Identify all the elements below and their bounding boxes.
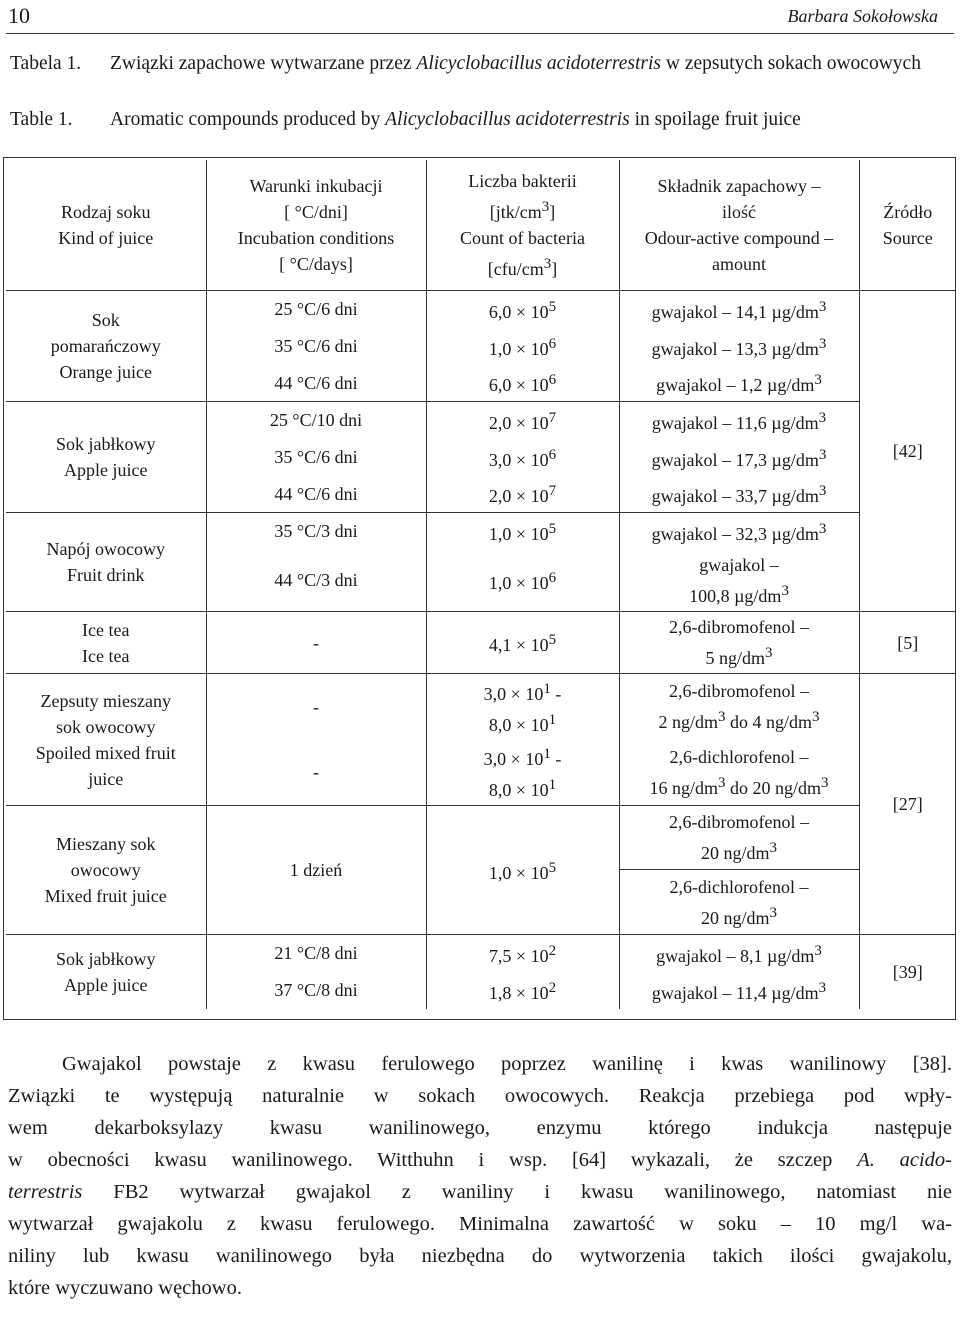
count-cell: $6,0 \times 10^5$ (426, 291, 619, 328)
source-42: [42] (859, 291, 956, 612)
cond-cell: 25 °C/10 dni (206, 402, 426, 439)
count-cell: $2,0 \times 10^7$ (426, 402, 619, 439)
count-cell: $7,5 \times 10^2$ (426, 935, 619, 972)
caption-text-en-a: Aromatic compounds produced by (110, 109, 386, 130)
compound-cell: gwajakol – 32,3 $\mu g/dm^3$ (619, 513, 859, 550)
header-count: Liczba bakterii $[jtk/cm^3]$ Count of bacteria $[cfu/cm^3]$ (426, 160, 619, 291)
cond-cell: 1 dzień (206, 806, 426, 935)
compound-cell: gwajakol – 1,2 $\mu g/dm^3$ (619, 365, 859, 402)
cond-cell: 21 °C/8 dni (206, 935, 426, 972)
count-cell: $3,0 \times 10^1$ - $8,0 \times 10^1$ (426, 674, 619, 740)
table-row (6, 674, 956, 740)
count-cell: $1,0 \times 10^6$ (426, 328, 619, 365)
caption-label-en: Table 1. (10, 109, 73, 130)
page-header (0, 0, 960, 34)
caption-text-en (110, 106, 950, 133)
table-row (6, 291, 956, 328)
para-line: wytwarzał gwajakolu z kwasu ferulowego. Minimalna zawartość w soku – 10 mg/l wa- (8, 1213, 952, 1235)
compound-dichloro: 2,6-dichlorofenol – 20 $ng/dm^3$ (620, 869, 859, 934)
caption-species-en: Alicyclobacillus acidoterrestris (385, 109, 630, 130)
cond-cell: 35 °C/3 dni (206, 513, 426, 550)
caption-text-pl-a: Związki zapachowe wytwarzane przez (110, 53, 417, 74)
compound-cell: 2,6-dichlorofenol – 16 $ng/dm^3$ do 20 $ng/dm^3$ (619, 740, 859, 806)
cond-cell: 35 °C/6 dni (206, 439, 426, 476)
juice-apple-2: Sok jabłkowy Apple juice (55, 948, 156, 995)
compound-cell: gwajakol – 14,1 $\mu g/dm^3$ (619, 291, 859, 328)
juice-orange: Sok pomarańczowy Orange juice (50, 310, 161, 382)
cond-cell: - (206, 612, 426, 674)
count-cell: $6,0 \times 10^6$ (426, 365, 619, 402)
cond-cell: 44 °C/6 dni (206, 365, 426, 402)
caption-species-pl: Alicyclobacillus acidoterrestris (416, 53, 662, 74)
cond-cell: - (206, 740, 426, 806)
count-cell: $4,1 \times 10^5$ (426, 612, 619, 674)
count-cell: $2,0 \times 10^7$ (426, 476, 619, 513)
compound-dibromo: 2,6-dibromofenol – 20 $ng/dm^3$ (669, 812, 809, 863)
juice-fruit-drink: Napój owocowy Fruit drink (46, 539, 165, 585)
count-cell: $1,0 \times 10^6$ (426, 550, 619, 612)
count-cell: $1,8 \times 10^2$ (426, 972, 619, 1009)
table-row (6, 513, 956, 550)
compound-cell: gwajakol – 11,4 $\mu g/dm^3$ (619, 972, 859, 1009)
juice-apple: Sok jabłkowy Apple juice (55, 434, 156, 480)
cond-cell: 25 °C/6 dni (206, 291, 426, 328)
para-line: w obecności kwasu wanilinowego. Witthuhn i wsp. [64] wykazali, że szczep A. acido- (8, 1149, 952, 1171)
cond-cell: 44 °C/3 dni (206, 550, 426, 612)
header-kind: Rodzaj soku Kind of juice (58, 202, 154, 248)
compound-cell: gwajakol – 100,8 $\mu g/dm^3$ (619, 550, 859, 612)
caption-text-en-b: in spoilage fruit juice (629, 109, 801, 130)
para-line: Związki te występują naturalnie w sokach owocowych. Reakcja przebiega pod wpły- (8, 1085, 952, 1107)
para-line: Gwajakol powstaje z kwasu ferulowego poprzez wanilinę i kwas wanilinowy [38]. (62, 1053, 952, 1075)
cond-cell: 35 °C/6 dni (206, 328, 426, 365)
cond-cell: 37 °C/8 dni (206, 972, 426, 1009)
para-line: które wyczuwano węchowo. (8, 1277, 242, 1299)
header-rule (6, 33, 954, 34)
header-conditions: Warunki inkubacji [ °C/dni] Incubation conditions [ °C/days] (206, 160, 426, 291)
para-line: wem dekarboksylazy kwasu wanilinowego, enzymu którego indukcja następuje (8, 1117, 952, 1139)
cond-cell: - (206, 674, 426, 740)
count-cell: $3,0 \times 10^6$ (426, 439, 619, 476)
compound-cell: 2,6-dibromofenol – 5 $ng/dm^3$ (619, 612, 859, 674)
table-row (6, 402, 956, 439)
compound-cell: 2,6-dibromofenol – 2 $ng/dm^3$ do 4 $ng/dm^3$ (619, 674, 859, 740)
count-cell: $1,0 \times 10^5$ (426, 513, 619, 550)
source-27: [27] (859, 674, 956, 935)
page-number: 10 (8, 3, 30, 28)
source-39: [39] (859, 935, 956, 1009)
compound-cell (619, 806, 859, 935)
caption-text-pl (110, 50, 950, 77)
cond-cell: 44 °C/6 dni (206, 476, 426, 513)
juice-mixed: Mieszany sok owocowy Mixed fruit juice (44, 834, 167, 906)
para-line: terrestris FB2 wytwarzał gwajakol z waniliny i kwasu wanilinowego, natomiast nie (8, 1181, 952, 1203)
table-row (6, 806, 956, 935)
table-row (6, 935, 956, 972)
compound-cell: gwajakol – 8,1 $\mu g/dm^3$ (619, 935, 859, 972)
running-author: Barbara Sokołowska (787, 6, 938, 26)
body-paragraph (8, 1048, 952, 1304)
compound-cell: gwajakol – 11,6 $\mu g/dm^3$ (619, 402, 859, 439)
juice-ice-tea: Ice tea Ice tea (82, 619, 130, 666)
count-cell: $1,0 \times 10^5$ (426, 806, 619, 935)
header-source: Źródło Source (859, 160, 956, 291)
juice-spoiled-mixed: Zepsuty mieszany sok owocowy Spoiled mixed fruit juice (35, 690, 176, 789)
table-row (6, 612, 956, 674)
table-header-row (6, 160, 956, 291)
compound-cell: gwajakol – 17,3 $\mu g/dm^3$ (619, 439, 859, 476)
para-line: niliny lub kwasu wanilinowego była niezbędna do wytworzenia takich ilości gwajakolu, (8, 1245, 952, 1267)
compound-cell: gwajakol – 33,7 $\mu g/dm^3$ (619, 476, 859, 513)
compound-cell: gwajakol – 13,3 $\mu g/dm^3$ (619, 328, 859, 365)
count-cell: $3,0 \times 10^1$ - $8,0 \times 10^1$ (426, 740, 619, 806)
caption-label-pl: Tabela 1. (10, 53, 82, 74)
caption-text-pl-b: w zepsutych sokach owocowych (661, 53, 921, 74)
header-compound: Składnik zapachowy – ilość Odour-active compound – amount (619, 160, 859, 291)
data-table (6, 160, 956, 1009)
source-5: [5] (859, 612, 956, 674)
